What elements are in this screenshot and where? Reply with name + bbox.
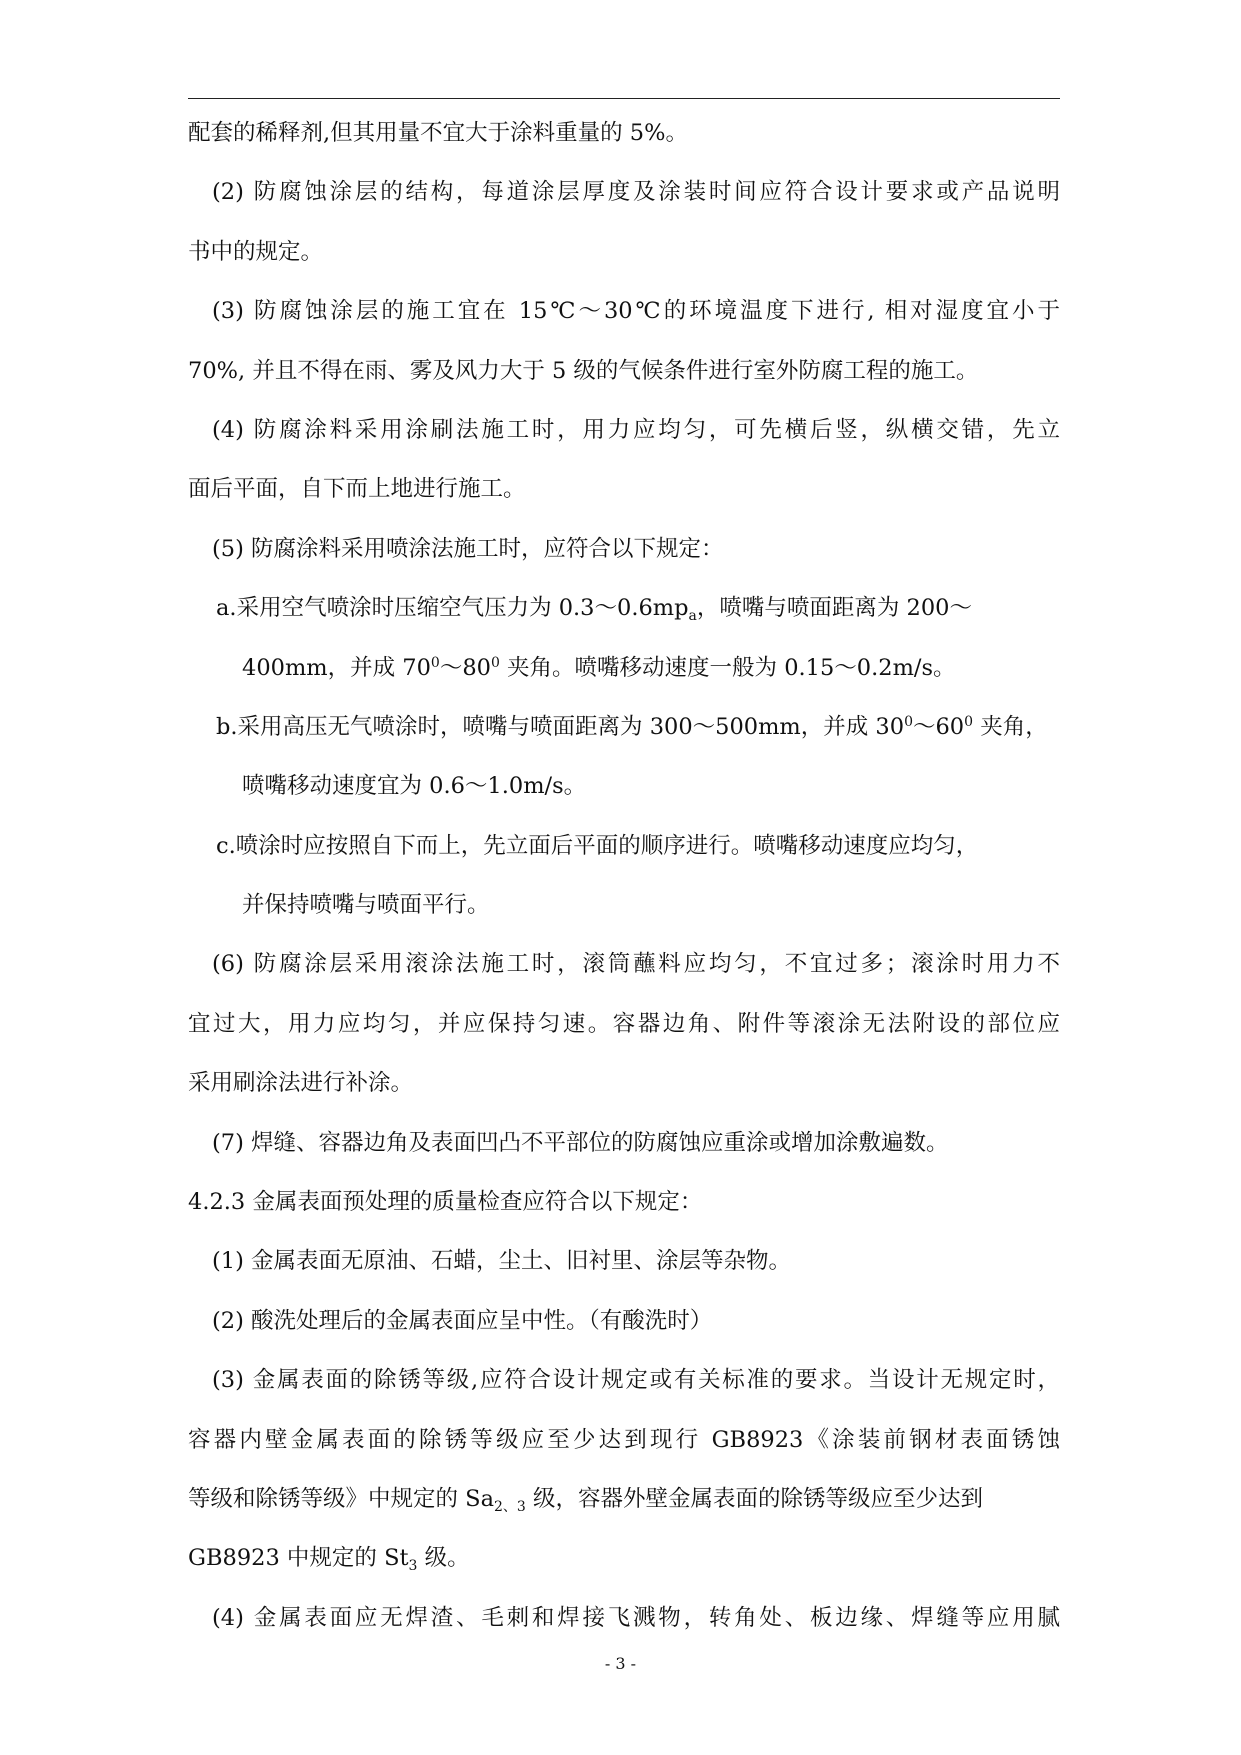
item-b-line [188,698,1060,757]
paragraph-7-line [188,1114,1060,1173]
check-2-line [188,1292,1060,1351]
check-1-line [188,1232,1060,1291]
text-segment: 4.2.3 金属表面预处理的质量检查应符合以下规定： [188,1189,703,1216]
text-segment: (2) 防腐蚀涂层的结构，每道涂层厚度及涂装时间应符合设计要求或产品说明 [212,179,1060,206]
paragraph-3-line [188,282,1060,341]
text-segment: (3) 金属表面的除锈等级,应符合设计规定或有关标准的要求。当设计无规定时， [212,1367,1060,1394]
text-segment: (7) 焊缝、容器边角及表面凹凸不平部位的防腐蚀应重涂或增加涂敷遍数。 [212,1129,949,1156]
text-segment: (4) 防腐涂料采用涂刷法施工时，用力应均匀，可先横后竖，纵横交错，先立 [212,416,1060,443]
text-segment: 书中的规定。 [188,238,324,265]
check-3-continuation-2 [188,1470,1060,1529]
text-segment: 宜过大，用力应均匀，并应保持匀速。容器边角、附件等滚涂无法附设的部位应 [188,1010,1060,1037]
paragraph-6-end [188,1054,1060,1113]
document-body [188,104,1060,1648]
text-segment: a.采用空气喷涂时压缩空气压力为 0.3～0.6mp [216,595,689,622]
item-a-continuation [188,639,1060,698]
text-segment: ，喷嘴与喷面距离为 200～ [696,595,972,622]
text-segment: 级，容器外壁金属表面的除锈等级应至少达到 [525,1485,983,1512]
item-c-line [188,817,1060,876]
paragraph-6-continuation [188,995,1060,1054]
header-rule [188,98,1060,99]
paragraph-3-continuation [188,342,1060,401]
text-segment: 夹角。喷嘴移动速度一般为 0.15～0.2m/s。 [499,654,956,681]
text-segment: 采用刷涂法进行补涂。 [188,1070,414,1097]
text-segment: c.喷涂时应按照自下而上，先立面后平面的顺序进行。喷嘴移动速度应均匀， [216,832,979,859]
text-segment: 级。 [417,1545,470,1572]
item-c-continuation [188,876,1060,935]
text-segment: (1) 金属表面无原油、石蜡，尘土、旧衬里、涂层等杂物。 [212,1248,792,1275]
text-segment: (3) 防腐蚀涂层的施工宜在 15℃～30℃的环境温度下进行, 相对湿度宜小于 [212,298,1060,325]
paragraph-2-continuation [188,223,1060,282]
text-segment: ～60 [912,713,965,740]
text-segment: 夹角， [973,713,1048,740]
text-segment: 容器内壁金属表面的除锈等级应至少达到现行 GB8923《涂装前钢材表面锈蚀 [188,1426,1060,1453]
item-a-line [188,579,1060,638]
check-3-end [188,1529,1060,1588]
text-segment: (6) 防腐涂层采用滚涂法施工时，滚筒蘸料应均匀，不宜过多；滚涂时用力不 [212,951,1060,978]
paragraph-5-line [188,520,1060,579]
text-segment: 并保持喷嘴与喷面平行。 [242,892,490,919]
item-b-continuation [188,757,1060,816]
text-segment: (5) 防腐涂料采用喷涂法施工时，应符合以下规定： [212,535,724,562]
subscript-text: 3 [408,1558,418,1575]
paragraph-2-line [188,163,1060,222]
text-segment: (4) 金属表面应无焊渣、毛刺和焊接飞溅物，转角处、板边缘、焊缝等应用腻 [212,1604,1060,1631]
superscript-text: 0 [490,654,500,671]
paragraph-6-line [188,935,1060,994]
text-segment: 配套的稀释剂,但其用量不宜大于涂料重量的 5%。 [188,120,688,146]
check-3-line [188,1351,1060,1410]
text-segment: 面后平面，自下而上地进行施工。 [188,476,526,503]
text-segment: ～80 [439,654,491,681]
text-segment: 等级和除锈等级》中规定的 Sa [188,1485,494,1512]
subscript-text: a [688,608,697,625]
text-segment: b.采用高压无气喷涂时，喷嘴与喷面距离为 300～500mm，并成 30 [216,713,905,740]
text-segment: (2) 酸洗处理后的金属表面应呈中性。（有酸洗时） [212,1307,713,1334]
text-segment: 400mm，并成 70 [242,654,431,681]
text-segment: GB8923 中规定的 St [188,1545,409,1572]
superscript-text: 0 [964,713,974,730]
page-number: - 3 - [604,1654,637,1673]
superscript-text: 0 [430,654,440,671]
check-3-continuation [188,1411,1060,1470]
text-line [188,104,1060,163]
text-segment: 喷嘴移动速度宜为 0.6～1.0m/s。 [242,773,587,800]
check-4-line [188,1589,1060,1648]
section-heading-4-2-3 [188,1173,1060,1232]
subscript-text: 2、3 [493,1498,526,1515]
superscript-text: 0 [904,713,913,730]
paragraph-4-line [188,401,1060,460]
text-segment: 70%, 并且不得在雨、雾及风力大于 5 级的气候条件进行室外防腐工程的施工。 [188,357,979,384]
paragraph-4-continuation [188,460,1060,519]
